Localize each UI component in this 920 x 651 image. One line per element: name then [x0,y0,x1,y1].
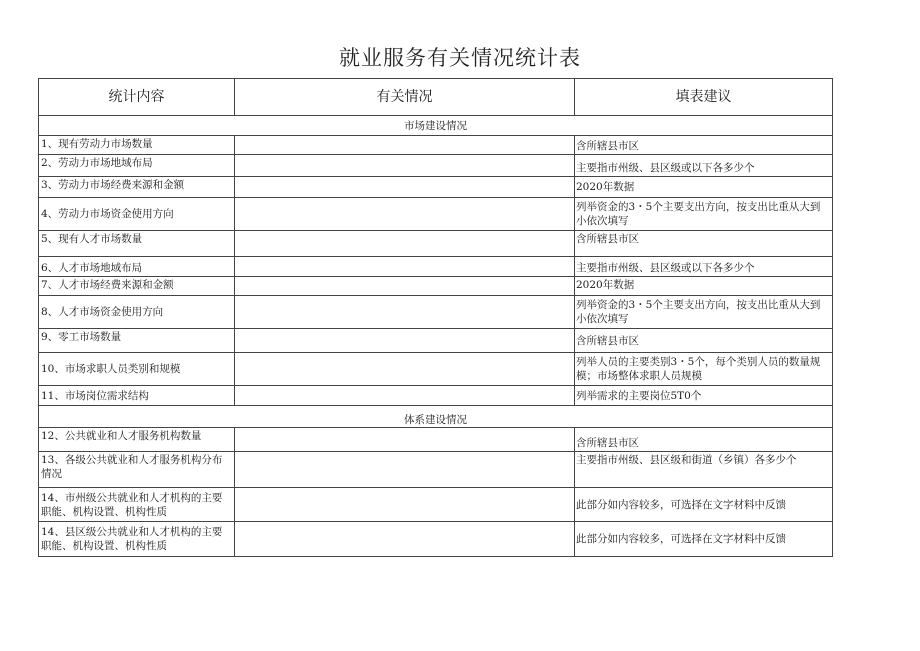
item-cell: 9、零工市场数量 [39,329,235,353]
situation-cell[interactable] [235,386,575,406]
table-row [39,386,833,406]
situation-cell[interactable] [235,428,575,452]
item-cell: 3、劳动力市场经费来源和金额 [39,177,235,198]
suggestion-cell: 列举人员的主要类别3・5个，每个类别人员的数量规模；市场整体求职人员规模 [575,353,833,386]
suggestion-cell: 含所辖县市区 [575,329,833,353]
item-cell: 12、公共就业和人才服务机构数量 [39,428,235,452]
table-row [39,296,833,329]
suggestion-cell: 列举资金的3・5个主要支出方向，按支出比重从大到小依次填写 [575,198,833,231]
section-label: 体系建设情况 [39,406,833,428]
item-cell: 2、劳动力市场地域布局 [39,155,235,177]
situation-cell[interactable] [235,452,575,488]
situation-cell[interactable] [235,198,575,231]
item-cell: 10、市场求职人员类别和规模 [39,353,235,386]
suggestion-cell: 主要指市州级、县区级或以下各多少个 [575,257,833,277]
header-suggestion: 填表建议 [575,79,833,116]
situation-cell[interactable] [235,136,575,155]
suggestion-cell: 主要指市州级、县区级或以下各多少个 [575,155,833,177]
item-cell: 7、人才市场经费来源和金额 [39,277,235,296]
table-row [39,428,833,452]
section-label: 市场建设情况 [39,116,833,136]
situation-cell[interactable] [235,296,575,329]
table-row [39,329,833,353]
item-cell: 4、劳动力市场资金使用方向 [39,198,235,231]
situation-cell[interactable] [235,177,575,198]
table-header-row [39,79,833,116]
item-cell: 11、市场岗位需求结构 [39,386,235,406]
table-row [39,488,833,522]
page-title: 就业服务有关情况统计表 [339,46,581,70]
situation-cell[interactable] [235,488,575,522]
situation-cell[interactable] [235,353,575,386]
table-row [39,257,833,277]
statistics-table [38,78,833,557]
table-row [39,353,833,386]
table-row [39,177,833,198]
situation-cell[interactable] [235,231,575,257]
situation-cell[interactable] [235,257,575,277]
suggestion-cell: 列举需求的主要岗位5T0个 [575,386,833,406]
suggestion-cell: 列举资金的3・5个主要支出方向，按支出比重从大到小依次填写 [575,296,833,329]
suggestion-cell: 含所辖县市区 [575,231,833,257]
suggestion-cell: 此部分如内容较多，可选择在文字材料中反馈 [575,488,833,522]
suggestion-cell: 2020年数据 [575,177,833,198]
table-row [39,136,833,155]
header-content: 统计内容 [39,79,235,116]
item-cell: 6、人才市场地域布局 [39,257,235,277]
suggestion-cell: 主要指市州级、县区级和街道（乡镇）各多少个 [575,452,833,488]
item-cell: 14、市州级公共就业和人才机构的主要职能、机构设置、机构性质 [39,488,235,522]
suggestion-cell: 含所辖县市区 [575,136,833,155]
table-row [39,155,833,177]
item-cell: 13、各级公共就业和人才服务机构分布情况 [39,452,235,488]
situation-cell[interactable] [235,277,575,296]
item-cell: 8、人才市场资金使用方向 [39,296,235,329]
table-row [39,198,833,231]
item-cell: 14、县区级公共就业和人才机构的主要职能、机构设置、机构性质 [39,522,235,557]
table-row [39,452,833,488]
item-cell: 1、现有劳动力市场数量 [39,136,235,155]
suggestion-cell: 含所辖县市区 [575,428,833,452]
item-cell: 5、现有人才市场数量 [39,231,235,257]
suggestion-cell: 2020年数据 [575,277,833,296]
section-row [39,406,833,428]
header-situation: 有关情况 [235,79,575,116]
suggestion-cell: 此部分如内容较多，可选择在文字材料中反馈 [575,522,833,557]
table-row [39,277,833,296]
section-row [39,116,833,136]
situation-cell[interactable] [235,155,575,177]
table-row [39,231,833,257]
table-row [39,522,833,557]
situation-cell[interactable] [235,522,575,557]
situation-cell[interactable] [235,329,575,353]
